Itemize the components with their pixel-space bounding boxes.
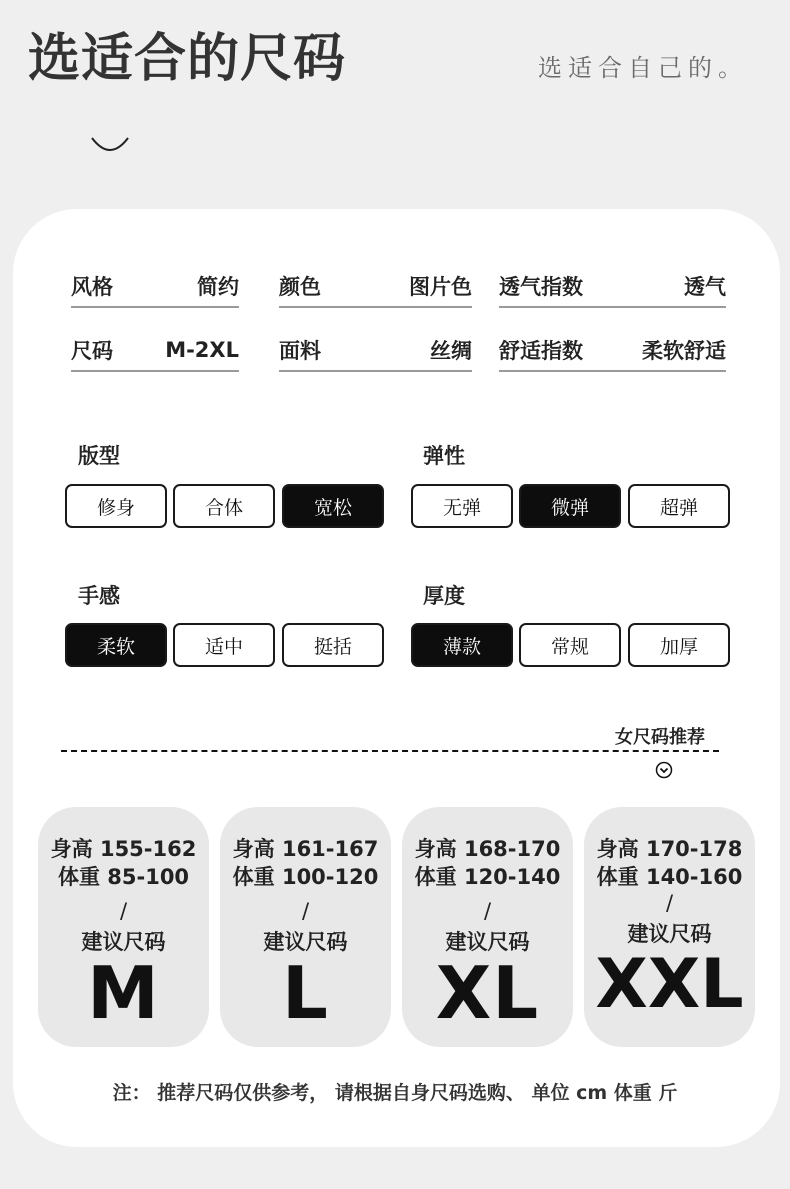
size-letter: M (87, 951, 160, 1035)
footnote: 注： 推荐尺码仅供参考， 请根据自身尺码选购、 单位 cm 体重 斤 (112, 1082, 678, 1104)
spec-color (279, 266, 472, 308)
feel-option-crisp[interactable]: 挺括 (282, 623, 384, 667)
height-range: 身高 161-167 (232, 837, 379, 861)
elasticity-option-none[interactable]: 无弹 (411, 484, 513, 528)
fit-option-loose[interactable]: 宽松 (282, 484, 384, 528)
weight-range: 体重 100-120 (232, 865, 379, 889)
size-card-m (38, 807, 209, 1047)
weight-range: 体重 85-100 (57, 865, 190, 889)
spec-value: 丝绸 (430, 339, 472, 363)
suggest-label: 建议尺码 (627, 922, 712, 946)
size-card-l (220, 807, 391, 1047)
suggest-label: 建议尺码 (263, 930, 348, 954)
recommend-label: 女尺码推荐 (615, 727, 705, 748)
spec-comfort (499, 330, 726, 372)
elasticity-title: 弹性 (423, 444, 465, 468)
thickness-option-regular[interactable]: 常规 (519, 623, 621, 667)
weight-range: 体重 120-140 (414, 865, 561, 889)
spec-label: 尺码 (71, 339, 113, 363)
size-letter: L (282, 951, 329, 1035)
size-card-xxl (584, 807, 755, 1047)
spec-value: M-2XL (165, 338, 239, 362)
separator: / (483, 899, 492, 923)
chevron-down-circle-icon (655, 761, 673, 779)
spec-label: 透气指数 (499, 275, 583, 299)
size-card-xl (402, 807, 573, 1047)
elasticity-option-super[interactable]: 超弹 (628, 484, 730, 528)
spec-size (71, 330, 239, 372)
spec-value: 透气 (684, 275, 726, 299)
thickness-option-thick[interactable]: 加厚 (628, 623, 730, 667)
height-range: 身高 168-170 (414, 837, 561, 861)
size-letter: XXL (595, 945, 744, 1024)
spec-breathability (499, 266, 726, 308)
spec-label: 面料 (279, 339, 321, 363)
feel-option-soft[interactable]: 柔软 (65, 623, 167, 667)
spec-style (71, 266, 239, 308)
spec-label: 风格 (71, 275, 113, 299)
thickness-title: 厚度 (423, 584, 465, 608)
page-title: 选适合的尺码 (28, 29, 347, 89)
spec-label: 颜色 (279, 275, 321, 299)
thickness-option-thin[interactable]: 薄款 (411, 623, 513, 667)
feel-option-medium[interactable]: 适中 (173, 623, 275, 667)
spec-value: 图片色 (409, 275, 472, 299)
elasticity-option-slight[interactable]: 微弹 (519, 484, 621, 528)
fit-option-regular[interactable]: 合体 (173, 484, 275, 528)
size-letter: XL (435, 951, 540, 1035)
spec-fabric (279, 330, 472, 372)
spec-value: 柔软舒适 (642, 339, 726, 363)
feel-title: 手感 (78, 584, 120, 608)
dashed-divider (61, 750, 719, 752)
separator: / (301, 899, 310, 923)
separator: / (665, 891, 674, 915)
fit-option-slim[interactable]: 修身 (65, 484, 167, 528)
smile-icon (90, 132, 130, 156)
height-range: 身高 155-162 (50, 837, 197, 861)
suggest-label: 建议尺码 (81, 930, 166, 954)
spec-label: 舒适指数 (499, 339, 583, 363)
fit-title: 版型 (78, 444, 120, 468)
spec-value: 简约 (197, 275, 239, 299)
page-subtitle: 选适合自己的。 (538, 54, 748, 82)
separator: / (119, 899, 128, 923)
suggest-label: 建议尺码 (445, 930, 530, 954)
height-range: 身高 170-178 (596, 837, 743, 861)
weight-range: 体重 140-160 (596, 865, 743, 889)
